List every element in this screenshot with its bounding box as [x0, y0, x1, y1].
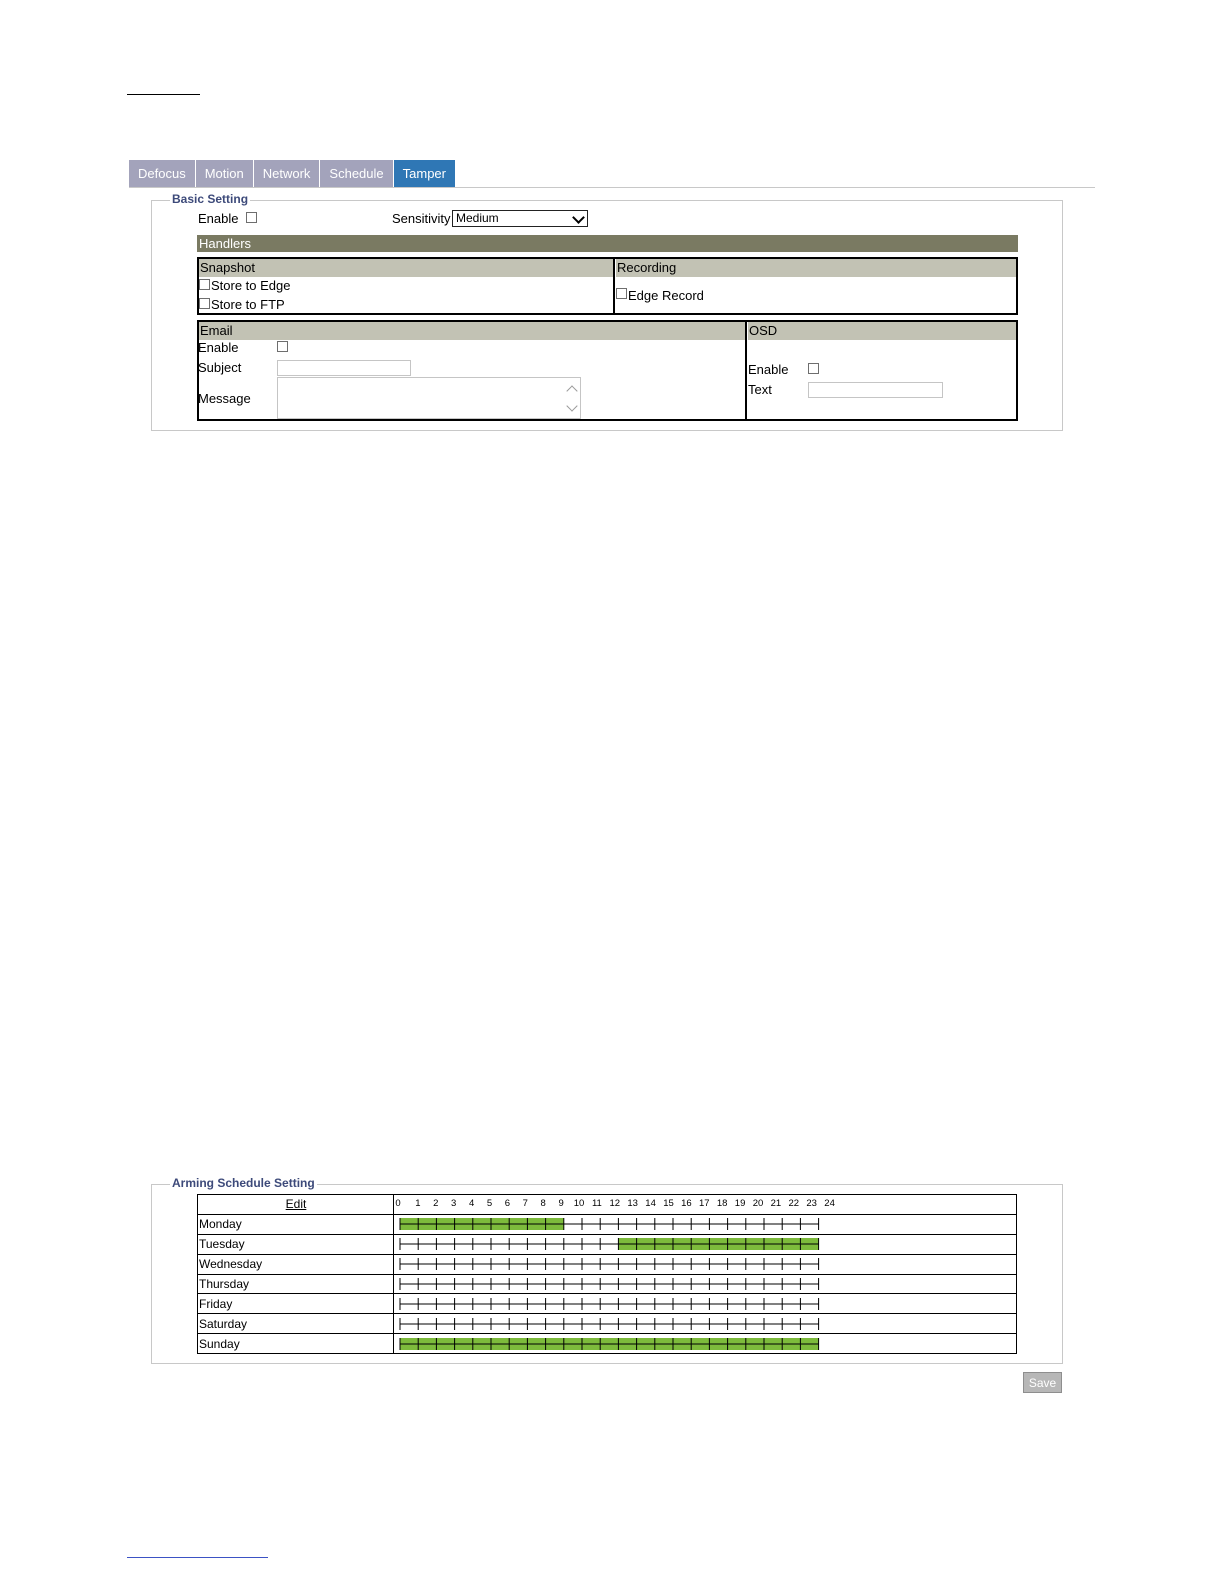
- store-to-ftp-label: Store to FTP: [211, 297, 285, 312]
- hour-label: 1: [415, 1198, 421, 1210]
- arming-schedule-table: [197, 1194, 1017, 1354]
- hour-label: 7: [522, 1198, 528, 1210]
- day-timeline-cell[interactable]: [394, 1254, 1017, 1274]
- osd-enable-checkbox[interactable]: [808, 363, 819, 374]
- hour-label: 6: [504, 1198, 511, 1210]
- hour-label: 23: [806, 1198, 817, 1210]
- store-to-ftp-checkbox[interactable]: [199, 298, 210, 309]
- schedule-row: [198, 1234, 1017, 1254]
- email-osd-divider: [745, 320, 747, 421]
- hour-label: 14: [645, 1198, 656, 1210]
- day-timeline[interactable]: [394, 1255, 1016, 1273]
- sensitivity-value: Medium: [456, 211, 499, 225]
- scroll-down-icon[interactable]: [566, 400, 577, 411]
- timeline-svg: [394, 1295, 1014, 1313]
- day-timeline-cell[interactable]: [394, 1334, 1017, 1354]
- sensitivity-select[interactable]: [452, 210, 588, 227]
- arming-schedule-legend: Arming Schedule Setting: [172, 1176, 315, 1190]
- tab-network[interactable]: Network: [254, 160, 321, 188]
- timeline-svg: [394, 1255, 1014, 1273]
- save-button[interactable]: Save: [1023, 1372, 1062, 1393]
- handlers-title: Handlers: [197, 235, 1018, 252]
- day-label: Sunday: [198, 1334, 394, 1354]
- scroll-up-icon[interactable]: [566, 385, 577, 396]
- snapshot-recording-divider: [613, 257, 615, 315]
- osd-header: OSD: [748, 322, 1016, 340]
- hour-label: 15: [663, 1198, 674, 1210]
- sensitivity-label: Sensitivity: [392, 211, 451, 226]
- hour-label: 8: [540, 1198, 546, 1210]
- schedule-body: [198, 1195, 1017, 1354]
- day-timeline-cell[interactable]: [394, 1294, 1017, 1314]
- email-enable-checkbox[interactable]: [277, 341, 288, 352]
- tab-bar: [129, 160, 456, 188]
- edge-record-checkbox[interactable]: [616, 288, 627, 299]
- schedule-header-row: [198, 1195, 1017, 1215]
- day-timeline[interactable]: [394, 1235, 1016, 1253]
- hour-label: 17: [699, 1198, 710, 1210]
- tab-motion[interactable]: Motion: [196, 160, 254, 188]
- email-enable-label: Enable: [198, 340, 239, 355]
- day-label: Saturday: [198, 1314, 394, 1334]
- day-timeline-cell[interactable]: [394, 1214, 1017, 1234]
- email-message-label: Message: [198, 391, 251, 406]
- schedule-row: [198, 1254, 1017, 1274]
- day-timeline[interactable]: [394, 1295, 1016, 1313]
- tamper-enable-label: Enable: [198, 211, 239, 226]
- timeline-svg: [394, 1215, 1014, 1233]
- osd-text-label: Text: [748, 382, 772, 397]
- hour-label: 0: [395, 1198, 401, 1210]
- schedule-row: [198, 1274, 1017, 1294]
- day-label: Wednesday: [198, 1254, 394, 1274]
- recording-header: Recording: [616, 259, 1016, 277]
- day-timeline[interactable]: [394, 1275, 1016, 1293]
- hour-label: 13: [627, 1198, 638, 1210]
- bottom-rule: [127, 1557, 268, 1558]
- hour-label: 19: [734, 1198, 746, 1210]
- store-to-edge-checkbox[interactable]: [199, 279, 210, 290]
- hour-label: 5: [486, 1198, 493, 1210]
- email-header: Email: [199, 322, 746, 340]
- hour-label: 22: [788, 1198, 800, 1210]
- osd-enable-label: Enable: [748, 362, 789, 377]
- hour-label: 2: [433, 1198, 439, 1210]
- hour-label: 16: [681, 1198, 692, 1210]
- hour-label: 20: [752, 1198, 764, 1210]
- timeline-svg: [394, 1275, 1014, 1293]
- store-to-edge-label: Store to Edge: [211, 278, 291, 293]
- tab-defocus[interactable]: Defocus: [129, 160, 196, 188]
- day-timeline[interactable]: [394, 1215, 1016, 1233]
- tab-underline: [129, 187, 1095, 188]
- timeline-svg: [394, 1335, 1014, 1353]
- hour-label: 21: [770, 1198, 782, 1210]
- hour-header-cell: [394, 1195, 1017, 1215]
- day-label: Thursday: [198, 1274, 394, 1294]
- tab-tamper[interactable]: Tamper: [394, 160, 456, 188]
- tab-schedule[interactable]: Schedule: [320, 160, 393, 188]
- basic-setting-legend: Basic Setting: [172, 192, 249, 206]
- top-rule: [127, 94, 200, 95]
- timeline-svg: [394, 1315, 1014, 1333]
- day-label: Tuesday: [198, 1234, 394, 1254]
- hour-label: 11: [591, 1198, 602, 1210]
- hour-label: 18: [716, 1198, 728, 1210]
- edge-record-label: Edge Record: [628, 288, 704, 303]
- snapshot-header: Snapshot: [199, 259, 614, 277]
- osd-text-input[interactable]: [808, 382, 943, 398]
- email-subject-label: Subject: [198, 360, 242, 375]
- day-timeline-cell[interactable]: [394, 1274, 1017, 1294]
- timeline-svg: [394, 1235, 1014, 1253]
- hour-label: 3: [451, 1198, 457, 1210]
- schedule-row: [198, 1314, 1017, 1334]
- hour-label: 12: [609, 1198, 621, 1210]
- day-timeline-cell[interactable]: [394, 1234, 1017, 1254]
- day-label: Friday: [198, 1294, 394, 1314]
- day-label: Monday: [198, 1214, 394, 1234]
- hour-label: 9: [558, 1198, 564, 1210]
- email-message-textarea[interactable]: [277, 377, 581, 419]
- chevron-down-icon: [572, 211, 585, 224]
- hour-label: 10: [573, 1198, 585, 1210]
- schedule-row: [198, 1294, 1017, 1314]
- hour-label: 4: [468, 1198, 475, 1210]
- schedule-row: [198, 1214, 1017, 1234]
- day-timeline[interactable]: [394, 1315, 1016, 1333]
- edit-link[interactable]: Edit: [285, 1197, 307, 1212]
- schedule-row: [198, 1334, 1017, 1354]
- hour-label: 24: [824, 1198, 835, 1210]
- email-subject-input[interactable]: [277, 360, 411, 376]
- day-timeline-cell[interactable]: [394, 1314, 1017, 1334]
- hour-labels: [394, 1195, 1016, 1213]
- tamper-enable-checkbox[interactable]: [246, 212, 257, 223]
- edit-cell: [198, 1195, 394, 1215]
- day-timeline[interactable]: [394, 1335, 1016, 1353]
